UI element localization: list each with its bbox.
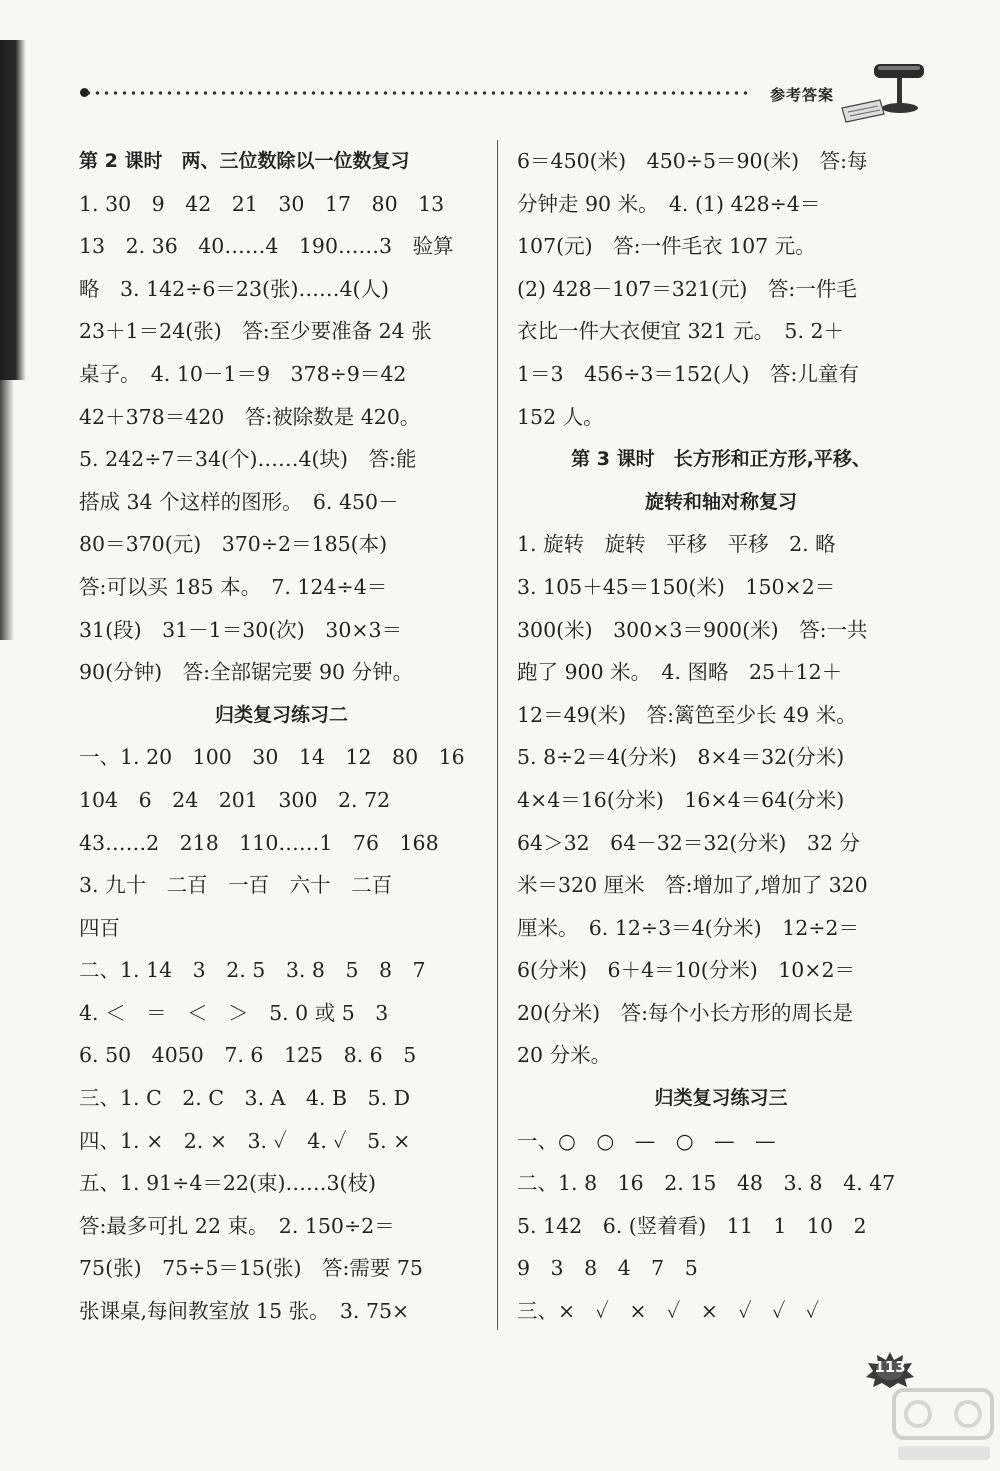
right-line-26: 5. 142 6. (竖着看) 11 1 10 2 xyxy=(517,1213,867,1238)
right-line-25: 二、1. 8 16 2. 15 48 3. 8 4. 47 xyxy=(517,1171,896,1196)
left-line-6: 桌子。 4. 10－1＝9 378÷9＝42 xyxy=(79,361,407,386)
right-line-22: 20 分米。 xyxy=(517,1043,612,1068)
header-title: 参考答案 xyxy=(770,86,835,104)
header-dotted-rule xyxy=(84,90,749,96)
right-line-23: 归类复习练习三 xyxy=(654,1087,788,1110)
right-line-4: (2) 428－107＝321(元) 答:一件毛 xyxy=(517,276,857,301)
answer-column-left xyxy=(79,140,484,1333)
left-line-19: 四百 xyxy=(79,915,120,940)
right-line-10: 1. 旋转 旋转 平移 平移 2. 略 xyxy=(517,532,836,557)
left-line-17: 43……2 218 110……1 76 168 xyxy=(79,830,439,855)
left-line-5: 23＋1＝24(张) 答:至少要准备 24 张 xyxy=(79,319,432,344)
column-divider xyxy=(497,140,498,1330)
left-line-4: 略 3. 142÷6＝23(张)……4(人) xyxy=(79,276,390,301)
left-line-26: 答:最多可扎 22 束。 2. 150÷2＝ xyxy=(79,1213,395,1238)
right-line-5: 衣比一件大衣便宜 321 元。 5. 2＋ xyxy=(517,319,845,344)
left-line-8: 5. 242÷7＝34(个)……4(块) 答:能 xyxy=(79,447,417,472)
desk-lamp-icon xyxy=(840,56,930,126)
right-line-28: 三、× ✓ × ✓ × ✓ ✓ ✓ xyxy=(517,1299,820,1324)
page-number: 113 xyxy=(874,1358,906,1376)
right-line-19: 厘米。 6. 12÷3＝4(分米) 12÷2＝ xyxy=(517,915,859,940)
right-line-13: 跑了 900 米。 4. 图略 25＋12＋ xyxy=(517,660,843,685)
left-line-25: 五、1. 91÷4＝22(束)……3(枝) xyxy=(79,1171,376,1196)
right-line-14: 12＝49(米) 答:篱笆至少长 49 米。 xyxy=(517,702,857,727)
right-line-21: 20(分米) 答:每个小长方形的周长是 xyxy=(517,1000,853,1025)
right-line-7: 152 人。 xyxy=(517,404,604,429)
right-line-6: 1＝3 456÷3＝152(人) 答:儿童有 xyxy=(517,361,859,386)
left-line-15: 一、1. 20 100 30 14 12 80 16 xyxy=(79,745,465,770)
book-binding-shadow-lower xyxy=(0,380,14,640)
left-line-12: 31(段) 31－1＝30(次) 30×3＝ xyxy=(79,617,403,642)
right-line-20: 6(分米) 6＋4＝10(分米) 10×2＝ xyxy=(517,958,856,983)
right-line-3: 107(元) 答:一件毛衣 107 元。 xyxy=(517,234,816,259)
right-line-12: 300(米) 300×3＝900(米) 答:一共 xyxy=(517,617,868,642)
right-line-27: 9 3 8 4 7 5 xyxy=(517,1256,698,1281)
right-line-24: 一、○ ○ — ○ — — xyxy=(517,1128,776,1153)
right-line-8: 第 3 课时 长方形和正方形,平移、 xyxy=(571,448,871,471)
right-line-2: 分钟走 90 米。 4. (1) 428÷4＝ xyxy=(517,191,821,216)
left-line-21: 4. ＜ ＝ ＜ ＞ 5. 0 或 5 3 xyxy=(79,1000,389,1025)
left-line-27: 75(张) 75÷5＝15(张) 答:需要 75 xyxy=(79,1256,423,1281)
book-binding-shadow xyxy=(0,40,26,380)
left-line-10: 80＝370(元) 370÷2＝185(本) xyxy=(79,532,388,557)
answer-column-right xyxy=(517,140,925,1333)
left-line-24: 四、1. × 2. × 3. ✓ 4. ✓ 5. × xyxy=(79,1128,411,1153)
right-line-1: 6＝450(米) 450÷5＝90(米) 答:每 xyxy=(517,149,868,173)
left-line-3: 13 2. 36 40……4 190……3 验算 xyxy=(79,234,454,259)
left-line-16: 104 6 24 201 300 2. 72 xyxy=(79,787,391,812)
page-header xyxy=(80,82,930,122)
watermark-logo-icon xyxy=(888,1380,998,1470)
left-line-1: 第 2 课时 两、三位数除以一位数复习 xyxy=(79,150,410,172)
left-line-9: 搭成 34 个这样的图形。 6. 450－ xyxy=(79,489,399,514)
left-line-7: 42＋378＝420 答:被除数是 420。 xyxy=(79,404,421,429)
left-line-28: 张课桌,每间教室放 15 张。 3. 75× xyxy=(79,1299,410,1324)
left-line-11: 答:可以买 185 本。 7. 124÷4＝ xyxy=(79,574,388,599)
right-line-16: 4×4＝16(分米) 16×4＝64(分米) xyxy=(517,787,845,812)
right-line-9: 旋转和轴对称复习 xyxy=(644,490,797,513)
right-line-15: 5. 8÷2＝4(分米) 8×4＝32(分米) xyxy=(517,745,845,770)
left-line-18: 3. 九十 二百 一百 六十 二百 xyxy=(79,873,393,898)
right-line-11: 3. 105＋45＝150(米) 150×2＝ xyxy=(517,574,836,599)
left-line-23: 三、1. C 2. C 3. A 4. B 5. D xyxy=(79,1086,411,1111)
left-line-22: 6. 50 4050 7. 6 125 8. 6 5 xyxy=(79,1043,417,1068)
left-line-2: 1. 30 9 42 21 30 17 80 13 xyxy=(79,191,445,216)
left-line-13: 90(分钟) 答:全部锯完要 90 分钟。 xyxy=(79,660,414,685)
right-line-18: 米＝320 厘米 答:增加了,增加了 320 xyxy=(517,873,868,898)
right-line-17: 64＞32 64－32＝32(分米) 32 分 xyxy=(517,830,861,855)
left-line-20: 二、1. 14 3 2. 5 3. 8 5 8 7 xyxy=(79,958,426,983)
left-line-14: 归类复习练习二 xyxy=(214,703,348,726)
